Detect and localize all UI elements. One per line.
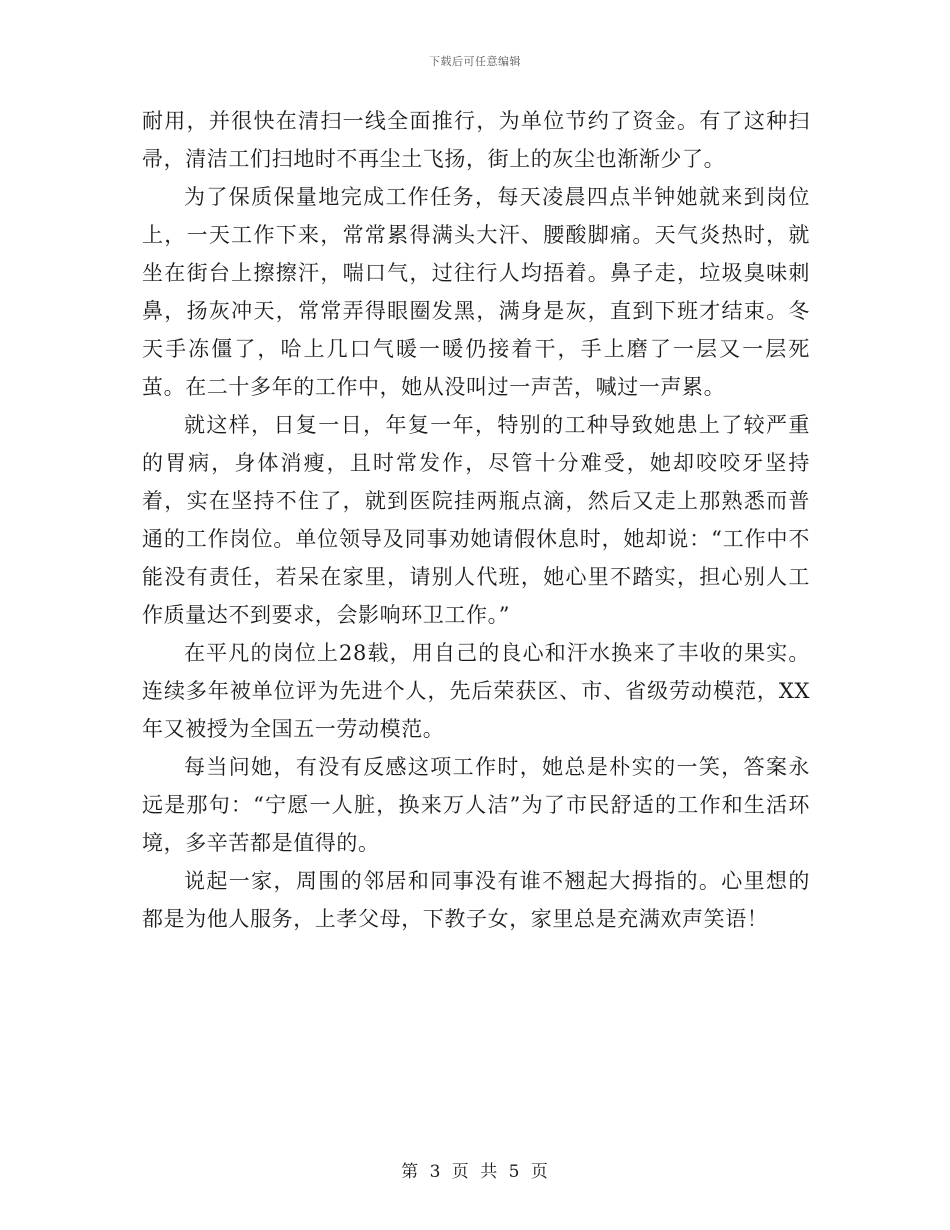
current-page-number: 3: [429, 1162, 442, 1182]
paragraph: 在平凡的岗位上28载，用自己的良心和汗水换来了丰收的果实。连续多年被单位评为先进个人，先后荣获区、市、省级劳动模范，XX年又被授为全国五一劳动模范。: [142, 641, 810, 741]
footer-prefix: 第: [401, 1162, 420, 1182]
total-pages-number: 5: [508, 1162, 521, 1182]
paragraph: 说起一家，周围的邻居和同事没有谁不翘起大拇指的。心里想的都是为他人服务，上孝父母，下教子女，家里总是充满欢声笑语！: [142, 869, 810, 931]
paragraph: 为了保质保量地完成工作任务，每天凌晨四点半钟她就来到岗位上，一天工作下来，常常累得满头大汗、腰酸脚痛。天气炎热时，就坐在街台上擦擦汗，喘口气，过往行人均捂着。鼻子走，垃圾臭味刺鼻，扬灰冲天，常常弄得眼圈发黑，满身是灰，直到下班才结束。冬天手冻僵了，哈上几口气暖一暖仍接着干，手上磨了一层又一层死茧。在二十多年的工作中，她从没叫过一声苦，喊过一声累。: [142, 185, 810, 399]
footer-suffix: 页: [530, 1162, 549, 1182]
document-body: [142, 102, 810, 938]
paragraph: 就这样，日复一日，年复一年，特别的工种导致她患上了较严重的胃病，身体消瘦，且时常发作，尽管十分难受，她却咬咬牙坚持着，实在坚持不住了，就到医院挂两瓶点滴，然后又走上那熟悉而普通的工作岗位。单位领导及同事劝她请假休息时，她却说：“工作中不能没有责任，若呆在家里，请别人代班，她心里不踏实，担心别人工作质量达不到要求，会影响环卫工作。”: [142, 413, 810, 627]
page-header: 下载后可任意编辑: [429, 55, 521, 68]
page-footer: [0, 1157, 950, 1182]
footer-page-label: 页: [451, 1162, 470, 1182]
paragraph: 每当问她，有没有反感这项工作时，她总是朴实的一笑，答案永远是那句：“宁愿一人脏，换来万人洁”为了市民舒适的工作和生活环境，多辛苦都是值得的。: [142, 755, 810, 855]
paragraph-continuation: 耐用，并很快在清扫一线全面推行，为单位节约了资金。有了这种扫帚，清洁工们扫地时不再尘土飞扬，街上的灰尘也渐渐少了。: [142, 109, 810, 171]
footer-total-label: 共: [480, 1162, 499, 1182]
